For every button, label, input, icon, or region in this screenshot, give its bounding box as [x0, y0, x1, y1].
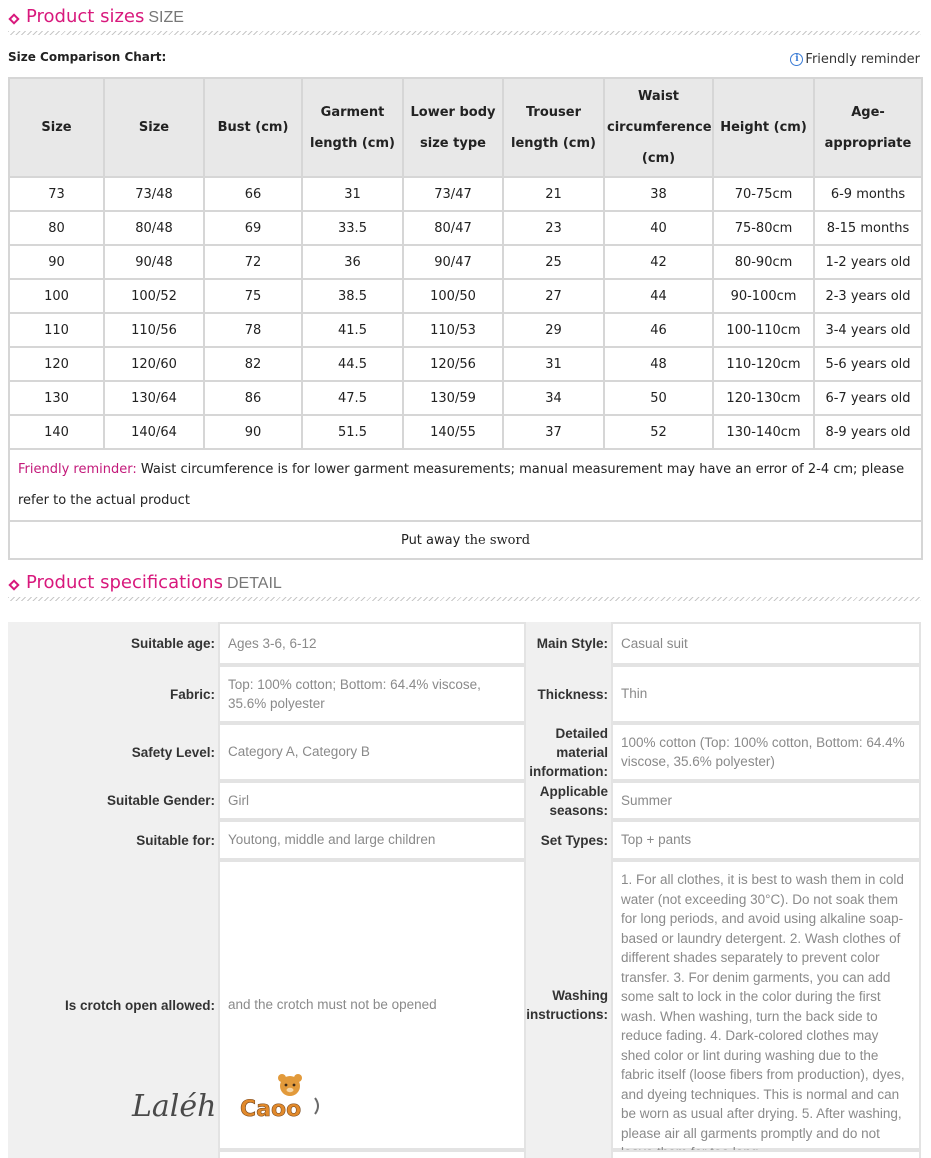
- size-table-cell: 6-9 months: [815, 178, 921, 212]
- size-table-cell: 33.5: [303, 212, 404, 246]
- size-table-cell: 48: [605, 348, 714, 382]
- size-chart-subtitle: Size Comparison Chart:: [8, 50, 167, 64]
- size-table-cell: 8-9 years old: [815, 416, 921, 450]
- size-table-cell: 34: [504, 382, 605, 416]
- diamond-icon: [8, 579, 19, 590]
- size-table-cell: 90/48: [105, 246, 205, 280]
- size-table-cell: 120/56: [404, 348, 504, 382]
- bear-icon: [278, 1074, 302, 1096]
- label-suitable-gender: Suitable Gender:: [106, 793, 215, 808]
- dashed-divider: [8, 597, 921, 601]
- size-table-cell: 80-90cm: [714, 246, 815, 280]
- size-table-cell: 3-4 years old: [815, 314, 921, 348]
- value-thickness: Thin: [611, 665, 921, 723]
- size-table-cell: 23: [504, 212, 605, 246]
- size-table-row: [10, 416, 921, 450]
- brand-logo: [130, 1072, 330, 1132]
- size-table-cell: 1-2 years old: [815, 246, 921, 280]
- size-table-cell: 31: [504, 348, 605, 382]
- size-table-cell: 100-110cm: [714, 314, 815, 348]
- size-section-title: Product sizes SIZE: [26, 6, 184, 27]
- label-detailed-material: Detailed material information:: [529, 725, 608, 779]
- spec-section-title: Product specifications DETAIL: [26, 572, 282, 593]
- size-table-cell: 5-6 years old: [815, 348, 921, 382]
- value-main-style: Casual suit: [611, 622, 921, 665]
- size-note: [10, 450, 921, 522]
- size-table-cell: 69: [205, 212, 303, 246]
- size-table-row: [10, 246, 921, 280]
- size-header-cell: Height (cm): [714, 79, 815, 178]
- size-table-cell: 42: [605, 246, 714, 280]
- size-table-cell: 8-15 months: [815, 212, 921, 246]
- size-table-cell: 44.5: [303, 348, 404, 382]
- label-thickness: Thickness:: [537, 686, 608, 702]
- value-suitable-for: Youtong, middle and large children: [218, 820, 526, 860]
- size-table-cell: 140: [10, 416, 105, 450]
- label-washing: Washing instructions:: [526, 988, 608, 1022]
- label-set-types: Set Types:: [540, 832, 608, 848]
- size-table-cell: 73/47: [404, 178, 504, 212]
- size-table-cell: 31: [303, 178, 404, 212]
- size-table-cell: 73/48: [105, 178, 205, 212]
- size-note-row: [10, 450, 921, 522]
- size-table-cell: 37: [504, 416, 605, 450]
- size-table-row: [10, 382, 921, 416]
- size-table-cell: 140/64: [105, 416, 205, 450]
- size-table-row: [10, 280, 921, 314]
- size-table-cell: 130/64: [105, 382, 205, 416]
- size-table-cell: 110/56: [105, 314, 205, 348]
- dashed-divider: [8, 31, 921, 35]
- info-icon: i: [790, 53, 803, 66]
- size-table-cell: 78: [205, 314, 303, 348]
- label-crotch: Is crotch open allowed:: [64, 997, 215, 1013]
- value-washing: 1. For all clothes, it is best to wash them in cold water (not exceeding 30°C). Do not soak them for long periods, and avoid using alkaline soap-based or laundry detergent. 2. Wash clothes of different shades separately to prevent color transfer. 3. For denim garments, you can add some salt to lock in the color during the first wash. When washing, turn the back side to reduce fading. 4. Dark-colored clothes may shed color or lint during washing due to the fabric itself (loose fibers from production), dyes, and dyeing techniques. This is normal and can be worn as usual after drying. 5. After washing, please air all garments promptly and do not: [611, 860, 921, 1150]
- size-footer-text-a: Put away: [400, 532, 461, 548]
- value-applicable-seasons: Summer: [611, 781, 921, 820]
- size-header-cell: Bust (cm): [205, 79, 303, 178]
- spec-section-header: [8, 572, 921, 602]
- size-table-cell: 38: [605, 178, 714, 212]
- size-table-cell: 46: [605, 314, 714, 348]
- size-table-cell: 120/60: [105, 348, 205, 382]
- size-section-header: [8, 6, 921, 36]
- size-table-cell: 72: [205, 246, 303, 280]
- size-header-cell: Size: [10, 79, 105, 178]
- size-footer: [10, 522, 921, 558]
- spec-section-title-en: DETAIL: [226, 575, 282, 592]
- size-table-header: [10, 79, 921, 178]
- size-table-cell: 90: [205, 416, 303, 450]
- logo-script-text: Laléh: [132, 1089, 217, 1124]
- value-fabric: Top: 100% cotton; Bottom: 64.4% viscose, 35.6% polyester: [218, 665, 526, 723]
- size-table-cell: 75: [205, 280, 303, 314]
- size-table-cell: 75-80cm: [714, 212, 815, 246]
- label-suitable-for: Suitable for:: [136, 832, 215, 848]
- size-table-cell: 70-75cm: [714, 178, 815, 212]
- size-note-text: Waist circumference is for lower garment measurements; manual measurement may have an error of 2-4 cm; please refer to the actual product: [18, 462, 905, 508]
- size-section-title-en: SIZE: [148, 9, 184, 26]
- size-table-cell: 80/47: [404, 212, 504, 246]
- size-table-cell: 51.5: [303, 416, 404, 450]
- size-table-row: [10, 314, 921, 348]
- size-header-cell: Lower body size type: [404, 79, 504, 178]
- size-table-cell: 90-100cm: [714, 280, 815, 314]
- size-footer-row: [10, 522, 921, 558]
- size-table-cell: 120: [10, 348, 105, 382]
- value-set-types: Top + pants: [611, 820, 921, 860]
- size-header-cell: Garment length (cm): [303, 79, 404, 178]
- label-applicable-seasons: Applicable seasons:: [539, 783, 608, 818]
- spec-bottom-cell: [611, 1150, 921, 1158]
- size-table-cell: 41.5: [303, 314, 404, 348]
- size-table-cell: 110-120cm: [714, 348, 815, 382]
- size-table-cell: 2-3 years old: [815, 280, 921, 314]
- size-table-cell: 110: [10, 314, 105, 348]
- label-main-style: Main Style:: [536, 636, 608, 651]
- size-table-cell: 120-130cm: [714, 382, 815, 416]
- friendly-reminder-label: Friendly reminder: [805, 52, 920, 67]
- size-header-cell: Size: [105, 79, 205, 178]
- size-table-cell: 27: [504, 280, 605, 314]
- size-table-cell: 36: [303, 246, 404, 280]
- value-suitable-age: Ages 3-6, 6-12: [218, 622, 526, 665]
- size-header-cell: Age-appropriate: [815, 79, 921, 178]
- size-table-cell: 130: [10, 382, 105, 416]
- size-table-row: [10, 178, 921, 212]
- size-table-cell: 73: [10, 178, 105, 212]
- size-table: [8, 77, 923, 560]
- logo-brand-text: Caoo: [240, 1097, 302, 1122]
- size-table-row: [10, 348, 921, 382]
- size-table-cell: 25: [504, 246, 605, 280]
- size-table-cell: 90: [10, 246, 105, 280]
- value-suitable-gender: Girl: [218, 781, 526, 820]
- size-table-cell: 90/47: [404, 246, 504, 280]
- spec-bottom-cell: [218, 1150, 526, 1158]
- friendly-reminder-link[interactable]: [790, 52, 920, 67]
- size-header-cell: Waist circumference (cm): [605, 79, 714, 178]
- size-table-cell: 130-140cm: [714, 416, 815, 450]
- value-detailed-material: 100% cotton (Top: 100% cotton, Bottom: 64.4% viscose, 35.6% polyester): [611, 723, 921, 781]
- size-table-cell: 100: [10, 280, 105, 314]
- label-safety-level: Safety Level:: [131, 744, 215, 760]
- size-table-cell: 52: [605, 416, 714, 450]
- size-table-cell: 80: [10, 212, 105, 246]
- size-table-cell: 6-7 years old: [815, 382, 921, 416]
- size-table-cell: 66: [205, 178, 303, 212]
- size-table-cell: 110/53: [404, 314, 504, 348]
- size-footer-text-b: the sword: [464, 532, 531, 548]
- size-header-cell: Trouser length (cm): [504, 79, 605, 178]
- logo-swoosh: [315, 1098, 318, 1114]
- size-table-cell: 80/48: [105, 212, 205, 246]
- size-table-cell: 40: [605, 212, 714, 246]
- label-fabric: Fabric:: [169, 686, 215, 702]
- size-table-cell: 140/55: [404, 416, 504, 450]
- size-table-cell: 130/59: [404, 382, 504, 416]
- size-table-row: [10, 212, 921, 246]
- size-table-cell: 44: [605, 280, 714, 314]
- diamond-icon: [8, 13, 19, 24]
- size-table-cell: 100/50: [404, 280, 504, 314]
- size-table-cell: 86: [205, 382, 303, 416]
- size-table-cell: 50: [605, 382, 714, 416]
- size-table-cell: 47.5: [303, 382, 404, 416]
- size-table-cell: 82: [205, 348, 303, 382]
- size-table-cell: 38.5: [303, 280, 404, 314]
- size-table-cell: 21: [504, 178, 605, 212]
- label-suitable-age: Suitable age:: [130, 636, 215, 651]
- size-note-label: Friendly reminder:: [18, 462, 137, 477]
- size-table-cell: 100/52: [105, 280, 205, 314]
- value-crotch: and the crotch must not be opened: [218, 860, 526, 1150]
- size-table-cell: 29: [504, 314, 605, 348]
- value-safety-level: Category A, Category B: [218, 723, 526, 781]
